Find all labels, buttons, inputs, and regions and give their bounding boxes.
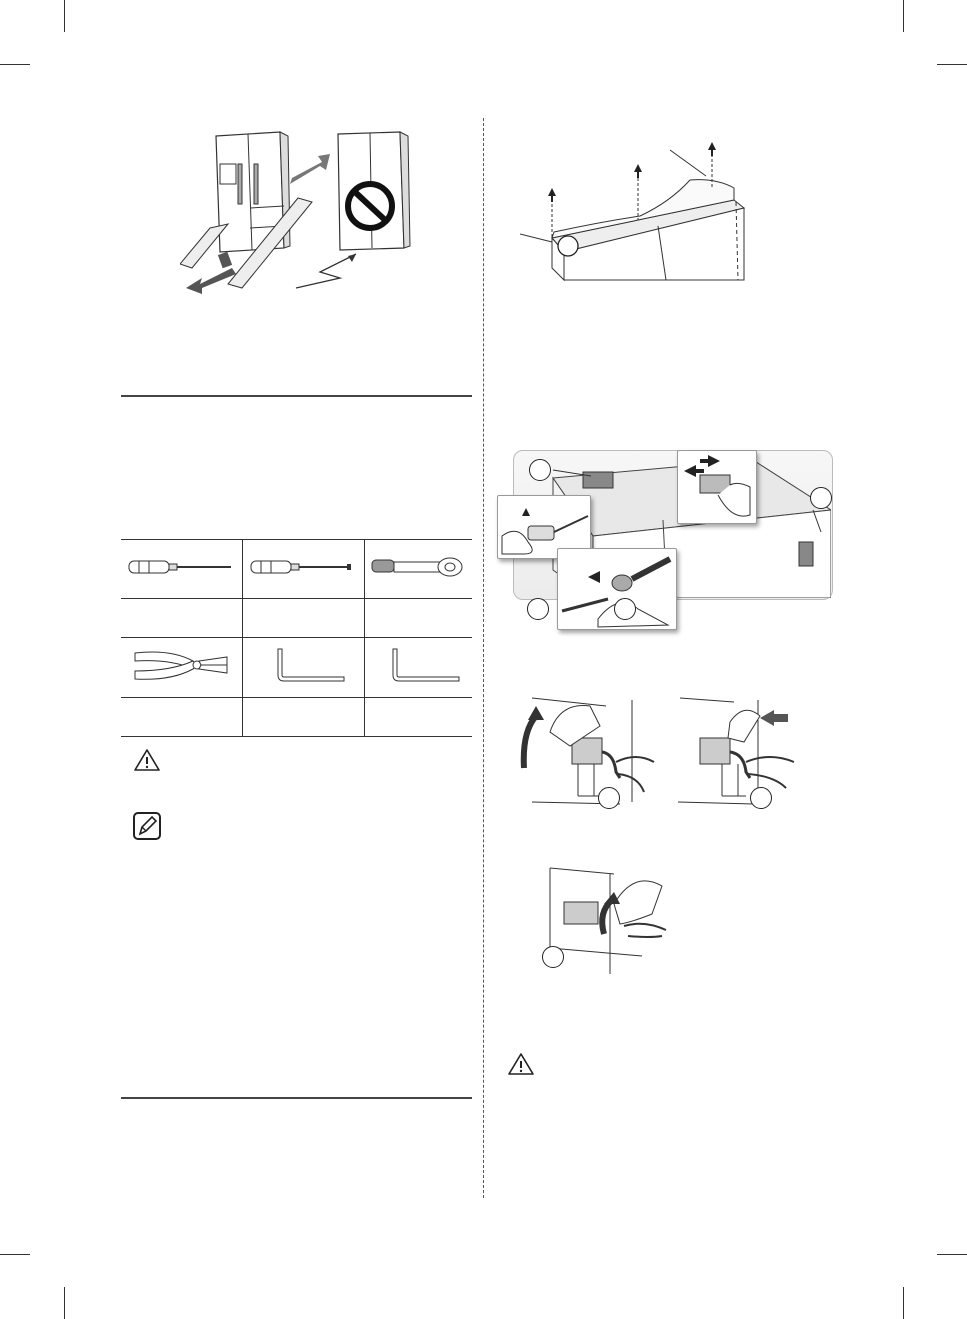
section-rule bbox=[121, 395, 472, 397]
warning-triangle-icon bbox=[507, 1052, 535, 1076]
crop-mark bbox=[937, 1254, 967, 1255]
crop-mark bbox=[0, 1254, 30, 1255]
inset-connector bbox=[677, 450, 757, 524]
crop-mark bbox=[64, 0, 65, 32]
inset-tube-release bbox=[557, 548, 677, 630]
column-divider bbox=[483, 118, 484, 1198]
crop-mark bbox=[937, 64, 967, 65]
hex-wrench-icon bbox=[364, 638, 472, 697]
callout-circle bbox=[529, 459, 551, 481]
hex-wrench-icon bbox=[242, 638, 364, 697]
note-pencil-icon bbox=[132, 811, 162, 841]
crop-mark bbox=[0, 64, 30, 65]
callout-circle bbox=[542, 946, 564, 968]
crop-mark bbox=[64, 1287, 65, 1319]
top-cover-screws-illustration bbox=[520, 142, 760, 282]
callout-circle bbox=[527, 598, 549, 620]
crop-mark bbox=[903, 1287, 904, 1319]
socket-wrench-icon bbox=[364, 540, 472, 599]
callout-circle bbox=[598, 787, 620, 809]
crop-mark bbox=[903, 0, 904, 32]
tool-label-cell bbox=[364, 599, 472, 638]
flat-screwdriver-icon bbox=[242, 540, 364, 599]
tool-label-cell bbox=[242, 697, 364, 736]
tool-label-cell bbox=[364, 697, 472, 736]
callout-circle bbox=[750, 787, 772, 809]
phillips-screwdriver-icon bbox=[121, 540, 242, 599]
tool-label-cell bbox=[121, 697, 242, 736]
tools-table bbox=[121, 539, 472, 737]
section-rule bbox=[121, 1097, 472, 1099]
moving-refrigerator-illustration bbox=[180, 128, 420, 300]
callout-circle bbox=[614, 598, 636, 620]
warning-triangle-icon bbox=[133, 748, 161, 772]
tool-label-cell bbox=[242, 599, 364, 638]
water-line-lift-illustration bbox=[520, 692, 670, 812]
pliers-icon bbox=[121, 638, 242, 697]
tool-label-cell bbox=[121, 599, 242, 638]
water-line-pull-illustration bbox=[674, 692, 814, 812]
callout-circle bbox=[810, 487, 832, 509]
